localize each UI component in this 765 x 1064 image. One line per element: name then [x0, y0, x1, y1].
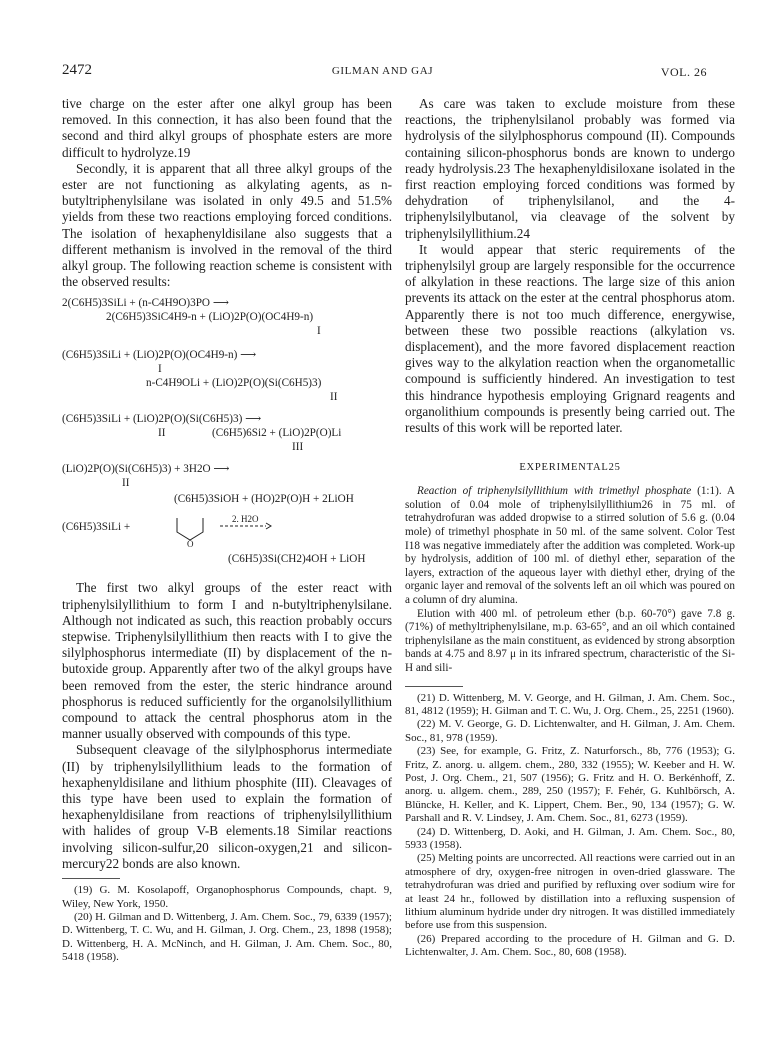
left-column [62, 96, 392, 965]
right-column [405, 96, 735, 960]
compound-label-II: II [122, 477, 130, 490]
footnote-21: (21) D. Wittenberg, M. V. George, and H. Gilman, J. Am. Chem. Soc., 81, 4812 (1959); H. Gilman and T. C. Wu, J. Org. Chem., 25, 2251 (1960). [405, 691, 735, 717]
compound-label-II: II [158, 427, 166, 440]
volume-label: VOL. 26 [660, 65, 707, 79]
compound-label-I: I [158, 363, 162, 376]
footnote-19: (19) G. M. Kosolapoff, Organophosphorus Compounds, chapt. 9, Wiley, New York, 1950. [62, 884, 392, 910]
compound-label-II: II [330, 391, 338, 404]
experiment-title: Reaction of triphenylsilyllithium with trimethyl phosphate [417, 485, 692, 498]
equation-2-products: n-C4H9OLi + (LiO)2P(O)(Si(C6H5)3) [146, 377, 322, 390]
footnote-22: (22) M. V. George, G. D. Lichtenwalter, and H. Gilman, J. Am. Chem. Soc., 81, 978 (1959). [405, 718, 735, 744]
footnote-23: (23) See, for example, G. Fritz, Z. Naturforsch., 8b, 776 (1953); G. Fritz, Z. anorg. u. allgem. chem., 280, 332 (1955); W. Keeber and H. W. Post, J. Org. Chem., 21, 507 (1956); G. Fritz and H. O. Berkénhoff, Z. anorg. u. allgem. chem., 289, 250 (1957); F. Fehér, G. Kuhlbörsch, A. Blüncke, H. Keller, and K. Lippert, Chem. Ber., 90, 134 (1957); G. W. Parshall and R. V. Lindsey, J. Am. Chem. Soc., 81, 6273 (1959). [405, 745, 735, 825]
equation-4-reactants: (LiO)2P(O)(Si(C6H5)3) + 3H2O ⟶ [62, 463, 230, 476]
paragraph: Secondly, it is apparent that all three alkyl groups of the ester are not functioning as alkylating agents, as n-butyltriphenylsilane was isolated in only 49.5 and 51.5% yields from these two reactions employing forced conditions. The isolation of hexaphenyldisilane also suggests that a different methanism is involved in the removal of the third alkyl group. The following reaction scheme is consistent with the observed results: [62, 160, 392, 290]
equation-1-products: 2(C6H5)3SiC4H9-n + (LiO)2P(O)(OC4H9-n) [106, 311, 314, 324]
equation-4-products: (C6H5)3SiOH + (HO)2P(O)H + 2LiOH [174, 493, 354, 506]
experimental-paragraph: Elution with 400 ml. of petroleum ether (b.p. 60-70°) gave 7.8 g. (71%) of methyltriphenylsilane, m.p. 63-65°, and an oil which contained triphenylsilane as the main constituent, as evidenced by strong absorption bands at 4.75 and 8.97 μ in its infrared spectrum, characteristic of the Si-H and sili- [405, 607, 735, 674]
equation-3-reactants: (C6H5)3SiLi + (LiO)2P(O)(Si(C6H5)3) ⟶ [62, 413, 262, 426]
paragraph: tive charge on the ester after one alkyl group has been removed. In this connection, it has also been found that the second and third alkyl groups of phosphate esters are more difficult to hydrolyze.19 [62, 96, 392, 160]
paragraph: As care was taken to exclude moisture from these reactions, the triphenylsilanol probably was formed via hydrolysis of the silylphosphorus compound (II). Compounds containing silicon-phosphorus bonds are known to undergo ready hydrolysis.23 The hexaphenyldisiloxane isolated in the first reaction employing forced conditions was formed by dehydration of triphenylsilanol, and the 4-triphenylsilylbutanol, via cleavage of the solvent by triphenylsilyllithium.24 [405, 96, 735, 241]
footnote-24: (24) D. Wittenberg, D. Aoki, and H. Gilman, J. Am. Chem. Soc., 80, 5933 (1958). [405, 825, 735, 852]
equation-5-products: (C6H5)3Si(CH2)4OH + LiOH [228, 553, 366, 566]
footnote-rule [62, 878, 120, 879]
svg-text:O: O [187, 539, 194, 549]
paragraph: It would appear that steric requirements of the triphenylsilyl group are largely responsible for the occurrence of alkylation in these reactions. The large size of this anion prevents its attack on the ester at the central phosphorus atom. Apparently there is not too much difference, energywise, between these two possible reactions (alkylation vs. displacement), and the more favored displacement reaction gives way to the alkylation reaction when the organometallic compound is sufficiently hindered. An investigation to test this hindrance hypothesis employing Grignard reagents and organolithium compounds is presently being carried out. The results of this work will be reported later. [405, 241, 735, 436]
reaction-arrow [220, 522, 272, 530]
paragraph: The first two alkyl groups of the ester react with triphenylsilyllithium to form I and n-butyltriphenylsilane. Although not indicated as such, this reaction probably occurs stepwise. Triphenylsilyllithium then reacts with I to give the silylphosphorus intermediate (II) by displacement of the n-butoxide group. Apparently after two of the alkyl groups have been removed from the ester, the steric hindrance around phosphorus is reduced sufficiently for the organolsilyllithium compound to attack the central phosphorus atom in the manner usually observed with compounds of this type. [62, 580, 392, 742]
reaction-conditions: 2. H2O [232, 514, 259, 525]
paragraph: Subsequent cleavage of the silylphosphorus intermediate (II) by triphenylsilyllithium leads to the formation of hexaphenyldisilane and lithium phosphite (III). Cleavages of this type have been used to explain the formation of hexaphenyldisilane from reactions of triphenylsilyllithium with halides of group V-B elements.18 Similar reactions involving silicon-sulfur,20 silicon-oxygen,21 and silicon-mercury22 bonds are also known. [62, 742, 392, 871]
equation-1-reactants: 2(C6H5)3SiLi + (n-C4H9O)3PO ⟶ [62, 297, 229, 310]
footnote-20: (20) H. Gilman and D. Wittenberg, J. Am. Chem. Soc., 79, 6339 (1957); D. Wittenberg, T. C. Wu, and H. Gilman, J. Org. Chem., 23, 1898 (1958); D. Wittenberg, H. A. McNinch, and H. Gilman, J. Am. Chem. Soc., 80, 5418 (1958). [62, 910, 392, 964]
footnote-26: (26) Prepared according to the procedure of H. Gilman and G. D. Lichtenwalter, J. Am. Chem. Soc., 80, 608 (1958). [405, 932, 735, 959]
page-number: 2472 [62, 62, 92, 78]
reaction-scheme [62, 296, 392, 566]
experiment-text: (1:1). A solution of 0.04 mole of triphenylsilyllithium26 in 75 ml. of tetrahydrofuran was added dropwise to a stirred solution of 5.6 g. (0.04 mole) of trimethyl phosphate in 50 ml. of the same solvent. Color Test I18 was negative immediately after the addition was completed. Work-up by hydrolysis, addition of 100 ml. of diethyl ether, separation of the layers, extraction of the aqueous layer with diethyl ether, drying of the organic layer and removal of the solvents left an oil which was poured on a column of dry alumina. [405, 485, 735, 607]
equation-3-products: (C6H5)6Si2 + (LiO)2P(O)Li [212, 427, 342, 440]
experimental-paragraph [405, 485, 735, 607]
equation-2-reactants: (C6H5)3SiLi + (LiO)2P(O)(OC4H9-n) ⟶ [62, 349, 257, 362]
footnote-25: (25) Melting points are uncorrected. All reactions were carried out in an atmosphere of dry, oxygen-free nitrogen in oven-dried glassware. The tetrahydrofuran was dried and purified by refluxing over sodium wire for at least 24 hr., followed by distillation into a refluxing suspension of lithium aluminum hydride under dry nitrogen. It was distilled immediately before use from this suspension. [405, 852, 735, 932]
compound-label-III: III [292, 441, 304, 454]
compound-label-I: I [317, 325, 321, 338]
footnote-rule [405, 686, 463, 687]
section-heading-experimental: EXPERIMENTAL25 [519, 462, 621, 474]
tetrahydrofuran-ring [174, 512, 208, 548]
running-header-authors: GILMAN AND GAJ [331, 65, 434, 77]
equation-5-reactant: (C6H5)3SiLi + [62, 521, 131, 534]
